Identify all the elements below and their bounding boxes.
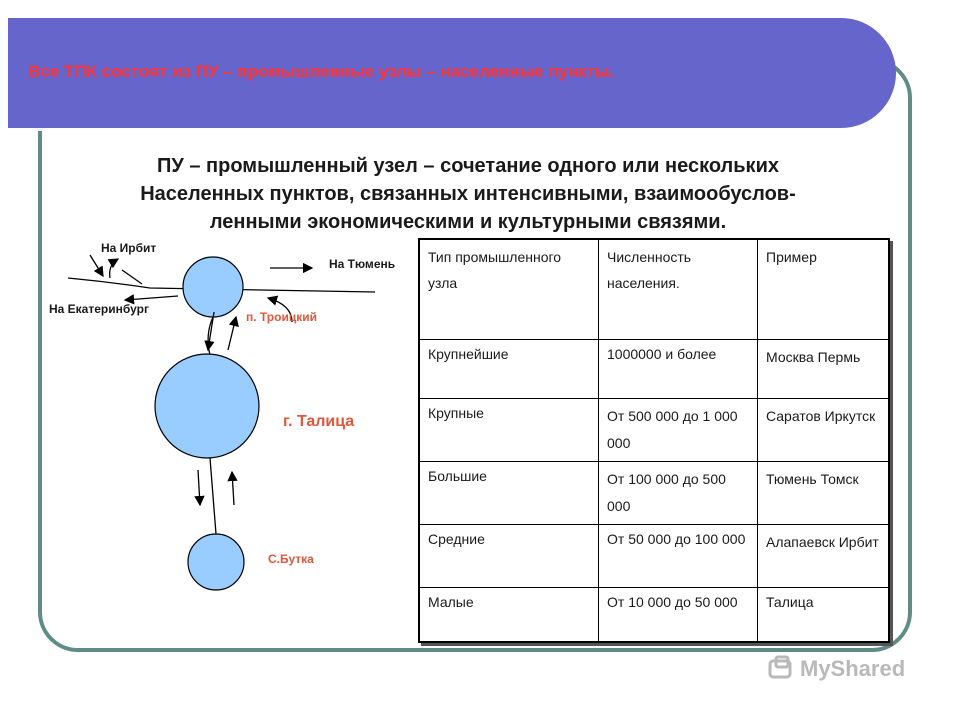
label-tyumen: На Тюмень — [329, 257, 396, 271]
header-type: Тип промышленного узла — [419, 239, 599, 339]
irbit-arrow-in — [90, 255, 103, 276]
arrow-down-butka — [198, 470, 200, 505]
table-row — [419, 398, 889, 461]
cell-population: 1000000 и более — [599, 339, 758, 398]
cell-type: Малые — [419, 587, 599, 642]
cell-population: От 500 000 до 1 000 000 — [599, 398, 758, 461]
cell-example: Тюмень Томск — [758, 461, 890, 524]
table-row — [419, 524, 889, 587]
label-troitsky: п. Троицкий — [246, 310, 317, 324]
talitsa-node — [155, 354, 259, 458]
table-row — [419, 461, 889, 524]
cell-type: Крупнейшие — [419, 339, 599, 398]
header-population: Численность населения. — [599, 239, 758, 339]
table-row — [419, 339, 889, 398]
cell-population: От 50 000 до 100 000 — [599, 524, 758, 587]
cell-population: От 10 000 до 50 000 — [599, 587, 758, 642]
road-talitsa-butka — [210, 458, 216, 534]
label-ekaterinburg: На Екатеринбург — [49, 302, 149, 316]
irbit-arrow-out — [110, 259, 118, 278]
cell-example: Талица — [758, 587, 890, 642]
header-example: Пример — [758, 239, 890, 339]
cell-example: Москва Пермь — [758, 339, 890, 398]
irbit-arrow-branch — [122, 270, 142, 284]
arrow-up-talitsa — [232, 472, 234, 505]
label-irbit: На Ирбит — [101, 241, 157, 255]
cell-type: Средние — [419, 524, 599, 587]
banner-title: Все ТПК состоят из ПУ – промышленные узлы – населенные пункты. — [28, 62, 615, 81]
definition-line: ПУ – промышленный узел – сочетание одного или нескольких — [157, 155, 779, 177]
watermark — [768, 655, 905, 683]
table-row — [419, 587, 889, 642]
label-talitsa: г. Талица — [283, 413, 355, 430]
arrow-up-troitsky — [228, 317, 236, 350]
cell-type: Большие — [419, 461, 599, 524]
butka-node — [188, 534, 244, 590]
cell-type: Крупные — [419, 398, 599, 461]
myshared-logo-icon — [768, 655, 796, 683]
label-butka: С.Бутка — [268, 552, 314, 566]
definition-line: Населенных пунктов, связанных интенсивными, взаимообуслов- — [140, 183, 796, 205]
cell-population: От 100 000 до 500 000 — [599, 461, 758, 524]
table-header-row — [419, 239, 889, 339]
cell-example: Саратов Иркутск — [758, 398, 890, 461]
troitsky-node — [183, 257, 243, 317]
cell-example: Алапаевск Ирбит — [758, 524, 890, 587]
node-types-table — [418, 238, 890, 643]
definition-line: ленными экономическими и культурными связями. — [209, 211, 727, 233]
watermark-text: MyShared — [800, 656, 906, 681]
ekaterinburg-arrow — [125, 296, 178, 300]
